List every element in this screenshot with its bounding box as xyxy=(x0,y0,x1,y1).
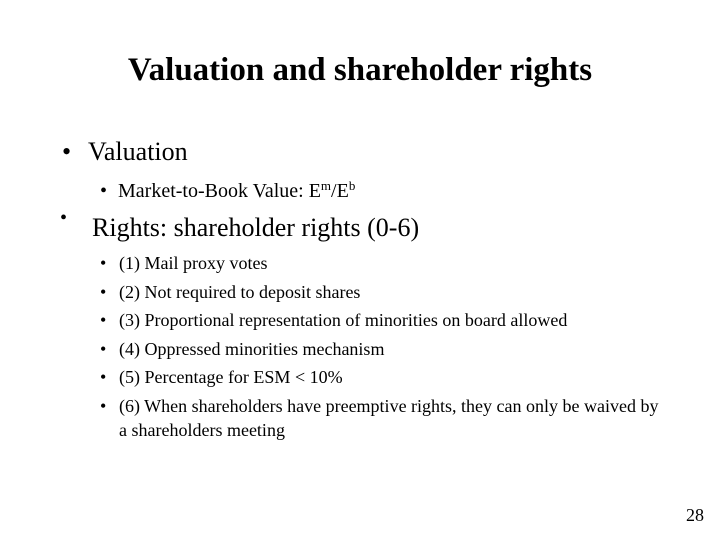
book-equity-superscript: b xyxy=(348,178,356,193)
list-item xyxy=(100,363,660,392)
slide-title: Valuation and shareholder rights xyxy=(127,52,593,88)
bullet-rights-label: Rights: shareholder rights (0-6) xyxy=(92,213,420,242)
list-item-text: (3) Proportional representation of minorities on board allowed xyxy=(119,310,568,330)
bullet-dot: • xyxy=(60,207,68,229)
market-to-book-mid: /E xyxy=(331,180,349,202)
page-number: 28 xyxy=(686,505,704,525)
list-item-text: (2) Not required to deposit shares xyxy=(119,281,361,302)
market-to-book-label xyxy=(118,178,355,206)
bullet-dot: • xyxy=(100,281,107,302)
bullet-dot: • xyxy=(100,395,107,416)
list-item xyxy=(100,249,660,278)
bullet-valuation-label: Valuation xyxy=(88,137,188,166)
bullet-dot: • xyxy=(100,180,108,202)
list-item xyxy=(100,392,660,442)
rights-list xyxy=(100,249,660,442)
bullet-dot: • xyxy=(100,367,107,387)
market-equity-superscript: m xyxy=(320,178,332,193)
bullet-dot: • xyxy=(100,310,107,330)
bullet-dot: • xyxy=(100,338,107,359)
bullet-dot: • xyxy=(100,253,107,273)
list-item-text: (6) When shareholders have preemptive rights, they can only be waived by a shareholders meeting xyxy=(119,395,659,440)
bullet-dot: • xyxy=(62,137,72,166)
list-item xyxy=(100,335,660,364)
list-item-text: (5) Percentage for ESM < 10% xyxy=(119,367,343,387)
list-item-text: (4) Oppressed minorities mechanism xyxy=(119,338,385,359)
market-to-book-prefix: Market-to-Book Value: E xyxy=(118,180,321,202)
list-item-text: (1) Mail proxy votes xyxy=(119,253,268,273)
list-item xyxy=(100,278,660,307)
list-item xyxy=(100,306,660,335)
